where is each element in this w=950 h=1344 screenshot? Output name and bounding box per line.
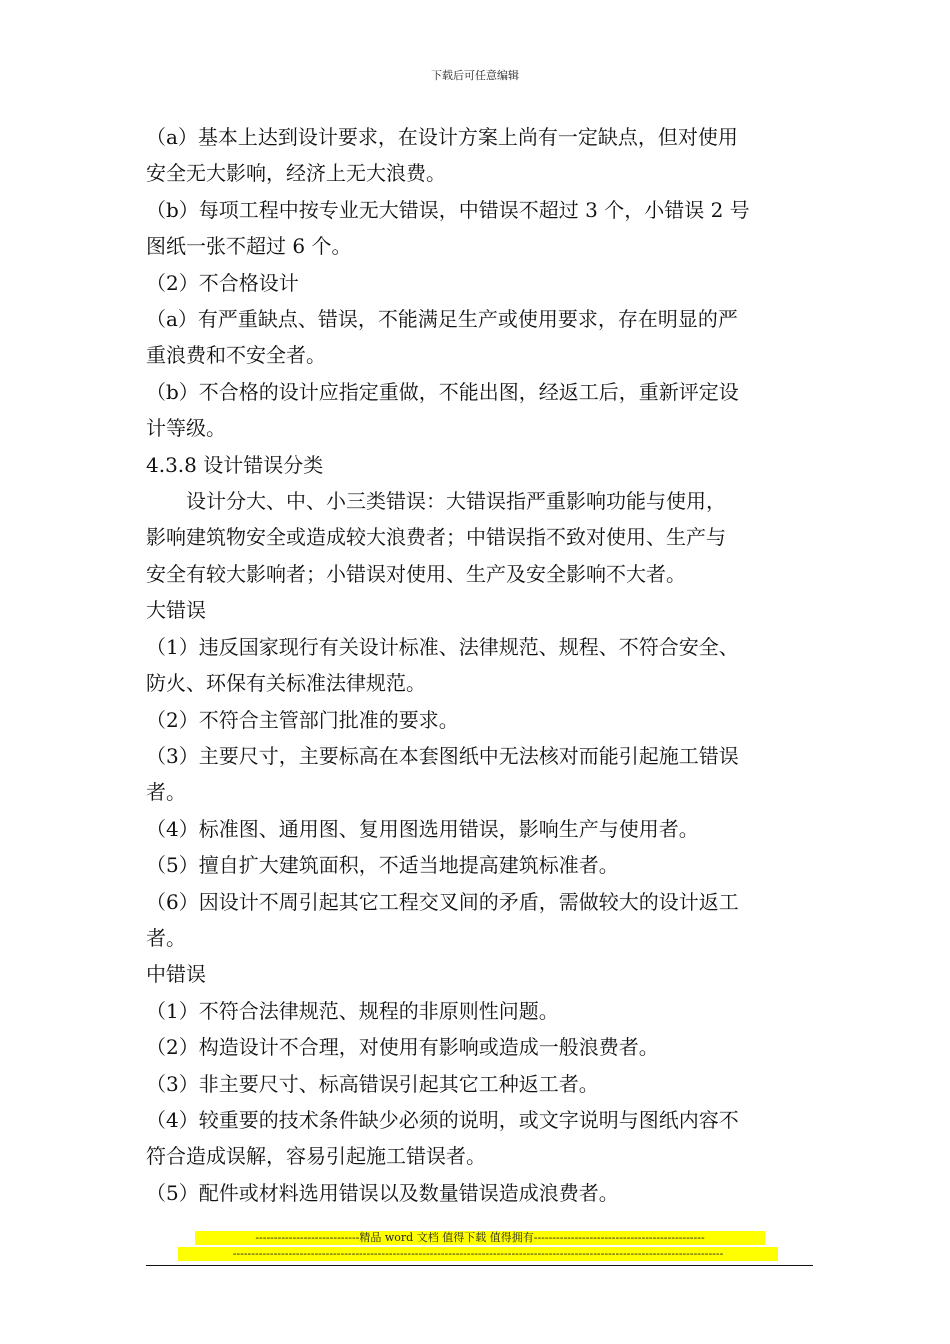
text-line: （a）有严重缺点、错误，不能满足生产或使用要求，存在明显的严	[146, 307, 738, 332]
text-line: 图纸一张不超过 6 个。	[146, 234, 352, 259]
text-line: 者。	[146, 925, 186, 950]
text-line: 安全有较大影响者；小错误对使用、生产及安全影响不大者。	[146, 561, 686, 586]
text-line: 者。	[146, 780, 186, 805]
text-line: （a）基本上达到设计要求，在设计方案上尚有一定缺点，但对使用	[146, 125, 738, 149]
section-heading: 4.3.8 设计错误分类	[146, 452, 324, 477]
text-line: （3）主要尺寸，主要标高在本套图纸中无法核对而能引起施工错误	[146, 743, 739, 768]
subheading: 大错误	[146, 598, 206, 623]
subheading: 中错误	[146, 962, 206, 987]
text-line: 重浪费和不安全者。	[146, 343, 326, 368]
footer-banner: ----------------------------精品 word 文档 值得下载 值得拥有----------------------------------------------	[195, 1231, 765, 1245]
text-line: （6）因设计不周引起其它工程交叉间的矛盾，需做较大的设计返工	[146, 889, 739, 914]
text-line: （2）构造设计不合理，对使用有影响或造成一般浪费者。	[146, 1035, 659, 1060]
text-line: （3）非主要尺寸、标高错误引起其它工种返工者。	[146, 1071, 599, 1096]
footer-rule	[146, 1265, 813, 1266]
text-line: 影响建筑物安全或造成较大浪费者；中错误指不致对使用、生产与	[146, 525, 726, 550]
text-line: 安全无大影响，经济上无大浪费。	[146, 161, 446, 186]
text-line: 符合造成误解，容易引起施工错误者。	[146, 1144, 486, 1169]
text-line: （2）不合格设计	[146, 270, 299, 295]
text-line: （2）不符合主管部门批准的要求。	[146, 707, 459, 732]
text-line: （1）违反国家现行有关设计标准、法律规范、规程、不符合安全、	[146, 634, 739, 659]
text-line: （5）擅自扩大建筑面积，不适当地提高建筑标准者。	[146, 853, 619, 878]
text-line: 设计分大、中、小三类错误：大错误指严重影响功能与使用，	[186, 489, 726, 514]
text-line: （1）不符合法律规范、规程的非原则性问题。	[146, 998, 559, 1023]
text-line: （4）标准图、通用图、复用图选用错误，影响生产与使用者。	[146, 816, 699, 841]
text-line: （4）较重要的技术条件缺少必须的说明，或文字说明与图纸内容不	[146, 1107, 739, 1132]
text-line: （b）每项工程中按专业无大错误，中错误不超过 3 个，小错误 2 号	[146, 197, 750, 222]
document-body	[146, 119, 816, 1211]
footer-dash-line: ------------------------------------------------------------------------------------------------------------------------------------	[178, 1247, 778, 1261]
page-header: 下载后可任意编辑	[431, 69, 519, 82]
text-line: （b）不合格的设计应指定重做，不能出图，经返工后，重新评定设	[146, 379, 739, 404]
text-line: （5）配件或材料选用错误以及数量错误造成浪费者。	[146, 1180, 619, 1205]
text-line: 计等级。	[146, 416, 226, 441]
text-line: 防火、环保有关标准法律规范。	[146, 671, 426, 696]
